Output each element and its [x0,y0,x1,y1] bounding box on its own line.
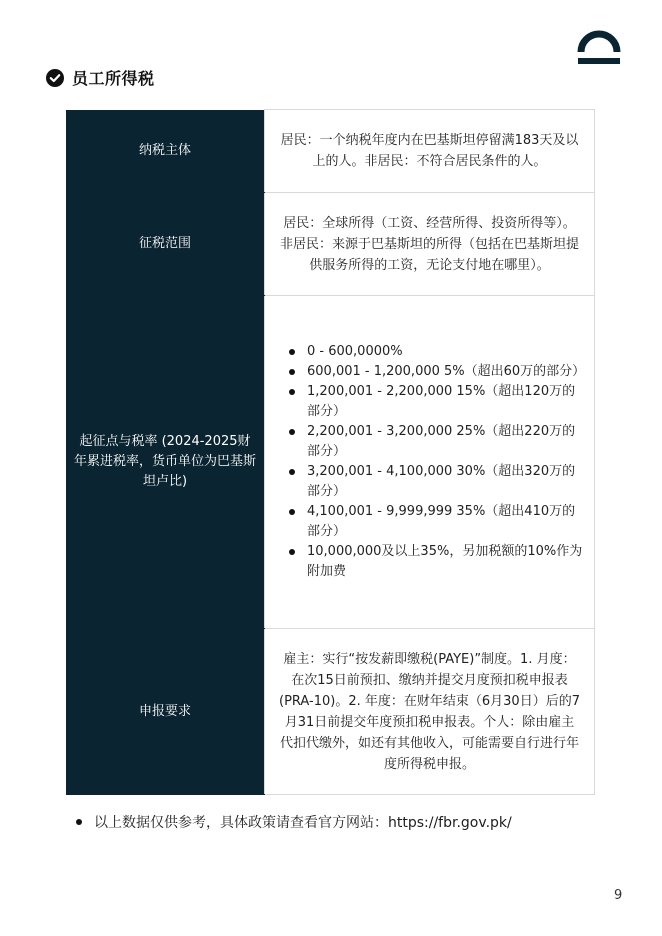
page-number: 9 [614,888,623,903]
list-item: 2,200,001 - 3,200,000 25%（超出220万的部分） [283,422,584,462]
list-item: 1,200,001 - 2,200,000 15%（超出120万的部分） [283,382,584,422]
check-circle-icon [46,69,64,87]
list-item: 3,200,001 - 4,100,000 30%（超出320万的部分） [283,462,584,502]
row-content-scope: 居民：全球所得（工资、经营所得、投资所得等）。非居民：来源于巴基斯坦的所得（包括在巴基斯坦提供服务所得的工资，无论支付地在哪里）。 [265,193,595,296]
section-heading [46,66,155,89]
reference-note [76,812,512,832]
row-label-filing: 申报要求 [66,629,265,795]
list-item: 4,100,001 - 9,999,999 35%（超出410万的部分） [283,502,584,542]
bullet-icon [76,819,82,825]
rate-list [275,342,584,582]
list-item: 10,000,000及以上35%，另加税额的10%作为附加费 [283,542,584,582]
list-item: 600,001 - 1,200,000 5%（超出60万的部分） [283,362,584,382]
row-label-taxpayer: 纳税主体 [66,110,265,193]
row-label-rates: 起征点与税率 (2024-2025财年累进税率，货币单位为巴基斯坦卢比) [66,296,265,629]
table-row [66,296,595,629]
brand-arc-logo [575,22,623,66]
table-row [66,110,595,193]
row-content-rates [265,296,595,629]
table-row [66,193,595,296]
note-text: 以上数据仅供参考，具体政策请查看官方网站：https://fbr.gov.pk/ [94,815,512,831]
row-label-scope: 征税范围 [66,193,265,296]
list-item: 0 - 600,0000% [283,342,584,362]
row-content-taxpayer: 居民：一个纳税年度内在巴基斯坦停留满183天及以上的人。非居民：不符合居民条件的人。 [265,110,595,193]
table-row [66,629,595,795]
tax-info-table [66,109,595,795]
section-title: 员工所得税 [72,69,155,88]
row-content-filing: 雇主：实行“按发薪即缴税(PAYE)”制度。1. 月度：在次15日前预扣、缴纳并提交月度预扣税申报表(PRA-10)。2. 年度：在财年结束（6月30日）后的7月31日前提交年度预扣税申报表。个人：除由雇主代扣代缴外，如还有其他收入，可能需要自行进行年度所得税申报。 [265,629,595,795]
